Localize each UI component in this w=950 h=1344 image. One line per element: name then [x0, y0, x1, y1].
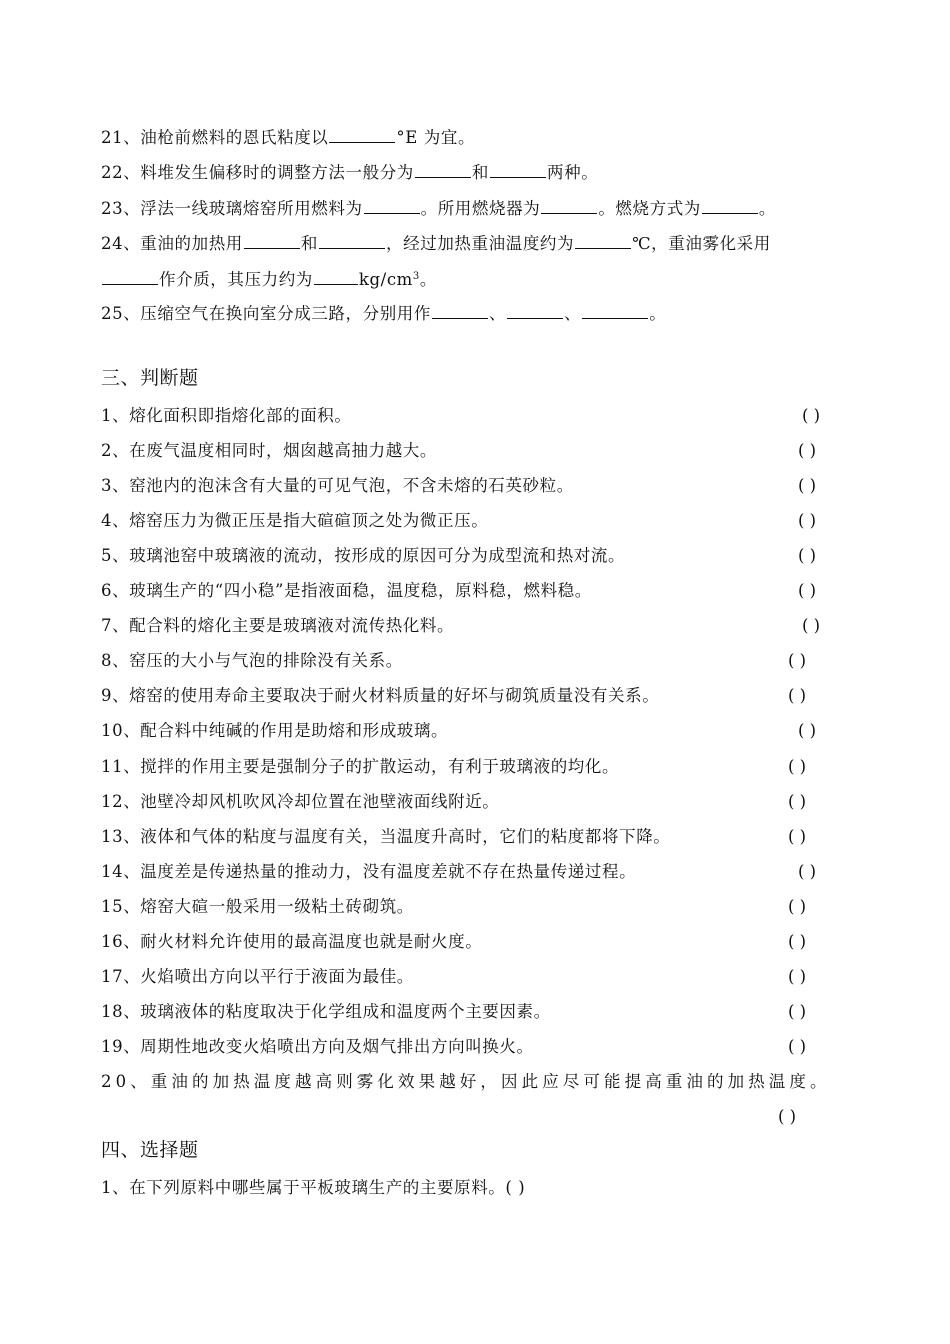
judge-item: 20、重油的加热温度越高则雾化效果越好，因此应尽可能提高重油的加热温度。	[101, 1072, 831, 1091]
question-number: 22、	[101, 163, 141, 182]
answer-parentheses[interactable]: ( )	[788, 686, 807, 705]
judge-item: 3、窑池内的泡沫含有大量的可见气泡，不含未熔的石英砂粒。	[101, 476, 574, 495]
unit-superscript: 3	[412, 271, 420, 282]
question-text: 。	[649, 304, 667, 323]
answer-parentheses[interactable]: ( )	[798, 721, 817, 740]
answer-parentheses[interactable]: ( )	[778, 1107, 797, 1126]
question-text: 压缩空气在换向室分成三路，分别用作	[140, 304, 431, 323]
answer-blank[interactable]	[575, 231, 631, 249]
answer-blank[interactable]	[541, 196, 597, 214]
judge-item: 11、搅拌的作用主要是强制分子的扩散运动，有利于玻璃液的均化。	[101, 757, 620, 776]
question-text: 。	[758, 199, 777, 218]
judge-item: 12、池壁冷却风机吹风冷却位置在池壁液面线附近。	[101, 792, 500, 811]
judge-item: 9、熔窑的使用寿命主要取决于耐火材料质量的好坏与砌筑质量没有关系。	[101, 686, 660, 705]
answer-parentheses[interactable]: ( )	[788, 792, 807, 811]
answer-blank[interactable]	[364, 196, 420, 214]
answer-blank[interactable]	[582, 301, 648, 319]
question-text: 。	[419, 270, 437, 289]
judge-item: 1、熔化面积即指熔化部的面积。	[101, 406, 352, 425]
judge-item: 16、耐火材料允许使用的最高温度也就是耐火度。	[101, 932, 483, 951]
question-text: 浮法一线玻璃熔窑所用燃料为	[140, 199, 363, 218]
judge-item: 7、配合料的熔化主要是玻璃液对流传热化料。	[101, 616, 455, 635]
answer-blank[interactable]	[244, 231, 300, 249]
question-number: 25、	[101, 304, 141, 323]
question-number: 23、	[101, 199, 141, 218]
answer-parentheses[interactable]: ( )	[802, 616, 821, 635]
question-text: 重油的加热用	[140, 234, 243, 253]
unit-text: kg/cm	[358, 270, 413, 289]
fill-question-23	[101, 196, 776, 220]
question-text: °E 为宜。	[396, 128, 476, 147]
question-text: ，经过加热重油温度约为	[386, 234, 575, 253]
section-heading-judge: 三、判断题	[101, 367, 199, 389]
answer-parentheses[interactable]: ( )	[798, 511, 817, 530]
answer-parentheses[interactable]: ( )	[798, 476, 817, 495]
fill-question-24-continued	[101, 266, 437, 291]
question-number: 21、	[101, 128, 141, 147]
answer-parentheses[interactable]: ( )	[788, 1002, 807, 1021]
section-heading-choice: 四、选择题	[101, 1139, 199, 1161]
answer-parentheses[interactable]: ( )	[798, 546, 817, 565]
answer-blank[interactable]	[102, 267, 158, 285]
answer-blank[interactable]	[329, 125, 395, 143]
fill-question-22	[101, 160, 598, 184]
answer-blank[interactable]	[415, 160, 471, 178]
answer-blank[interactable]	[507, 301, 563, 319]
answer-blank[interactable]	[319, 231, 385, 249]
judge-item: 13、液体和气体的粘度与温度有关，当温度升高时，它们的粘度都将下降。	[101, 827, 671, 846]
question-number: 24、	[101, 234, 141, 253]
judge-item: 8、窑压的大小与气泡的排除没有关系。	[101, 651, 403, 670]
judge-item: 5、玻璃池窑中玻璃液的流动，按形成的原因可分为成型流和热对流。	[101, 546, 626, 565]
question-text: 作介质，其压力约为	[159, 270, 313, 289]
answer-parentheses[interactable]: ( )	[788, 1037, 807, 1056]
separator: 、	[564, 304, 582, 323]
question-text: 。燃烧方式为	[598, 199, 701, 218]
answer-parentheses[interactable]: ( )	[798, 862, 817, 881]
answer-parentheses[interactable]: ( )	[798, 441, 817, 460]
fill-question-25	[101, 301, 666, 325]
answer-parentheses[interactable]: ( )	[788, 757, 807, 776]
judge-item: 10、配合料中纯碱的作用是助熔和形成玻璃。	[101, 721, 449, 740]
answer-parentheses[interactable]: ( )	[788, 827, 807, 846]
answer-parentheses[interactable]: ( )	[802, 406, 821, 425]
fill-question-21	[101, 125, 475, 149]
fill-question-24	[101, 231, 771, 255]
answer-blank[interactable]	[490, 160, 546, 178]
choice-question-1: 1、在下列原料中哪些属于平板玻璃生产的主要原料。( )	[101, 1178, 526, 1197]
judge-item: 17、火焰喷出方向以平行于液面为最佳。	[101, 967, 414, 986]
judge-item: 15、熔窑大碹一般采用一级粘土砖砌筑。	[101, 897, 414, 916]
judge-item: 4、熔窑压力为微正压是指大碹碹顶之处为微正压。	[101, 511, 489, 530]
judge-item: 6、玻璃生产的“四小稳”是指液面稳，温度稳，原料稳，燃料稳。	[101, 581, 592, 600]
answer-parentheses[interactable]: ( )	[788, 932, 807, 951]
answer-parentheses[interactable]: ( )	[788, 897, 807, 916]
question-text: 油枪前燃料的恩氏粘度以	[140, 128, 329, 147]
answer-parentheses[interactable]: ( )	[798, 581, 817, 600]
answer-blank[interactable]	[702, 196, 758, 214]
judge-item: 14、温度差是传递热量的推动力，没有温度差就不存在热量传递过程。	[101, 862, 637, 881]
answer-blank[interactable]	[432, 301, 488, 319]
question-text: 料堆发生偏移时的调整方法一般分为	[140, 163, 414, 182]
question-text: 。所用燃烧器为	[420, 199, 541, 218]
judge-item: 2、在废气温度相同时，烟囱越高抽力越大。	[101, 441, 437, 460]
question-text: 和	[471, 163, 490, 182]
question-text: ℃，重油雾化采用	[632, 234, 771, 253]
judge-item: 19、周期性地改变火焰喷出方向及烟气排出方向叫换火。	[101, 1037, 534, 1056]
judge-item: 18、玻璃液体的粘度取决于化学组成和温度两个主要因素。	[101, 1002, 551, 1021]
question-text: 两种。	[547, 163, 599, 182]
separator: 、	[489, 304, 507, 323]
answer-parentheses[interactable]: ( )	[788, 651, 807, 670]
answer-blank[interactable]	[314, 267, 358, 285]
question-text: 和	[300, 234, 319, 253]
answer-parentheses[interactable]: ( )	[788, 967, 807, 986]
